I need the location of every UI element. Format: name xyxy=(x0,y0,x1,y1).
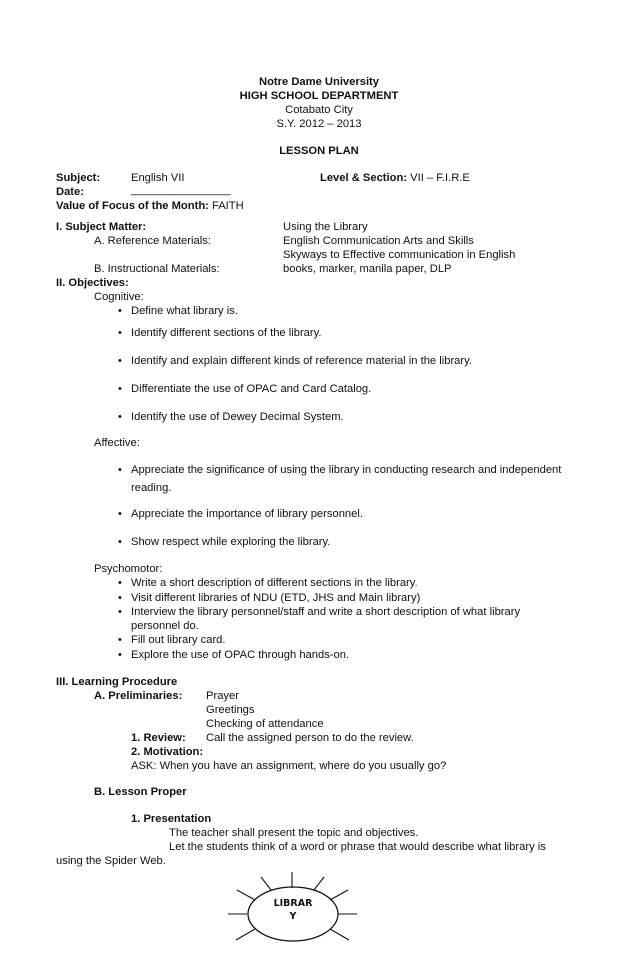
presentation-line: Let the students think of a word or phrase that would describe what library is xyxy=(169,841,546,853)
bullet-icon: • xyxy=(118,592,122,604)
psychomotor-item: Write a short description of different sections in the library. xyxy=(131,577,418,589)
spider-web-center-text xyxy=(258,897,328,923)
school-year: S.Y. 2012 – 2013 xyxy=(276,118,362,130)
focus-value: FAITH xyxy=(212,200,244,212)
bullet-icon: • xyxy=(118,464,122,476)
cognitive-item: Define what library is. xyxy=(131,305,238,317)
motivation-text: ASK: When you have an assignment, where do you usually go? xyxy=(131,760,447,772)
affective-label: Affective: xyxy=(94,437,140,449)
spider-leg-line xyxy=(236,929,255,940)
bullet-icon: • xyxy=(118,355,122,367)
cognitive-item: Identify the use of Dewey Decimal System. xyxy=(131,411,344,423)
reference-1: English Communication Arts and Skills xyxy=(283,235,474,247)
objectives-heading: II. Objectives: xyxy=(56,277,129,289)
spider-leg-line xyxy=(237,890,255,900)
psychomotor-item: Fill out library card. xyxy=(131,634,226,646)
presentation-line-continued: using the Spider Web. xyxy=(56,855,166,867)
affective-item: Appreciate the significance of using the library in conducting research and independent xyxy=(131,464,562,476)
bullet-icon: • xyxy=(118,536,122,548)
preliminary-item: Prayer xyxy=(206,690,239,702)
reference-2: Skyways to Effective communication in English xyxy=(283,249,516,261)
presentation-line: The teacher shall present the topic and objectives. xyxy=(169,827,419,839)
bullet-icon: • xyxy=(118,649,122,661)
review-label: 1. Review: xyxy=(131,732,186,744)
bullet-icon: • xyxy=(118,634,122,646)
level-value: VII – F.I.R.E xyxy=(410,172,470,184)
subject-label: Subject: xyxy=(56,172,101,184)
cognitive-label: Cognitive: xyxy=(94,291,144,303)
bullet-icon: • xyxy=(118,577,122,589)
bullet-icon: • xyxy=(118,606,122,618)
spider-leg-line xyxy=(261,877,271,890)
subject-value: English VII xyxy=(131,172,185,184)
bullet-icon: • xyxy=(118,383,122,395)
instructional-value: books, marker, manila paper, DLP xyxy=(283,263,452,275)
subject-matter-heading: I. Subject Matter: xyxy=(56,221,147,233)
bullet-icon: • xyxy=(118,508,122,520)
motivation-label: 2. Motivation: xyxy=(131,746,204,758)
preliminaries-label: A. Preliminaries: xyxy=(94,690,183,702)
level-label: Level & Section: xyxy=(320,172,408,184)
psychomotor-item: Explore the use of OPAC through hands-on. xyxy=(131,649,350,661)
psychomotor-item: Visit different libraries of NDU (ETD, JHS and Main library) xyxy=(131,592,421,604)
spider-leg-line xyxy=(330,929,349,940)
lesson-proper-heading: B. Lesson Proper xyxy=(94,786,187,798)
cognitive-item: Differentiate the use of OPAC and Card Catalog. xyxy=(131,383,372,395)
topic: Using the Library xyxy=(283,221,368,233)
affective-item-continued: reading. xyxy=(131,482,172,494)
doc-title: LESSON PLAN xyxy=(279,145,359,157)
spider-leg-line xyxy=(314,877,324,890)
reference-label: A. Reference Materials: xyxy=(94,235,211,247)
bullet-icon: • xyxy=(118,305,122,317)
cognitive-item: Identify and explain different kinds of reference material in the library. xyxy=(131,355,472,367)
spider-center-line: Y xyxy=(289,911,297,922)
psychomotor-label: Psychomotor: xyxy=(94,563,163,575)
psychomotor-item: Interview the library personnel/staff and write a short description of what library xyxy=(131,606,521,618)
spider-center-line: LIBRAR xyxy=(273,898,313,909)
focus-label: Value of Focus of the Month: xyxy=(56,200,209,212)
instructional-label: B. Instructional Materials: xyxy=(94,263,220,275)
spider-leg-line xyxy=(330,890,348,900)
cognitive-item: Identify different sections of the library. xyxy=(131,327,322,339)
department-name: HIGH SCHOOL DEPARTMENT xyxy=(239,90,399,102)
preliminary-item: Greetings xyxy=(206,704,255,716)
city: Cotabato City xyxy=(285,104,353,116)
bullet-icon: • xyxy=(118,411,122,423)
date-value: ________________ xyxy=(131,184,231,196)
bullet-icon: • xyxy=(118,327,122,339)
procedure-heading: III. Learning Procedure xyxy=(56,676,178,688)
date-label: Date: xyxy=(56,186,84,198)
university-name: Notre Dame University xyxy=(259,76,379,88)
preliminary-item: Checking of attendance xyxy=(206,718,324,730)
affective-item: Appreciate the importance of library personnel. xyxy=(131,508,363,520)
presentation-label: 1. Presentation xyxy=(131,813,212,825)
psychomotor-item-continued: personnel do. xyxy=(131,620,199,632)
review-text: Call the assigned person to do the review. xyxy=(206,732,414,744)
affective-item: Show respect while exploring the library. xyxy=(131,536,331,548)
